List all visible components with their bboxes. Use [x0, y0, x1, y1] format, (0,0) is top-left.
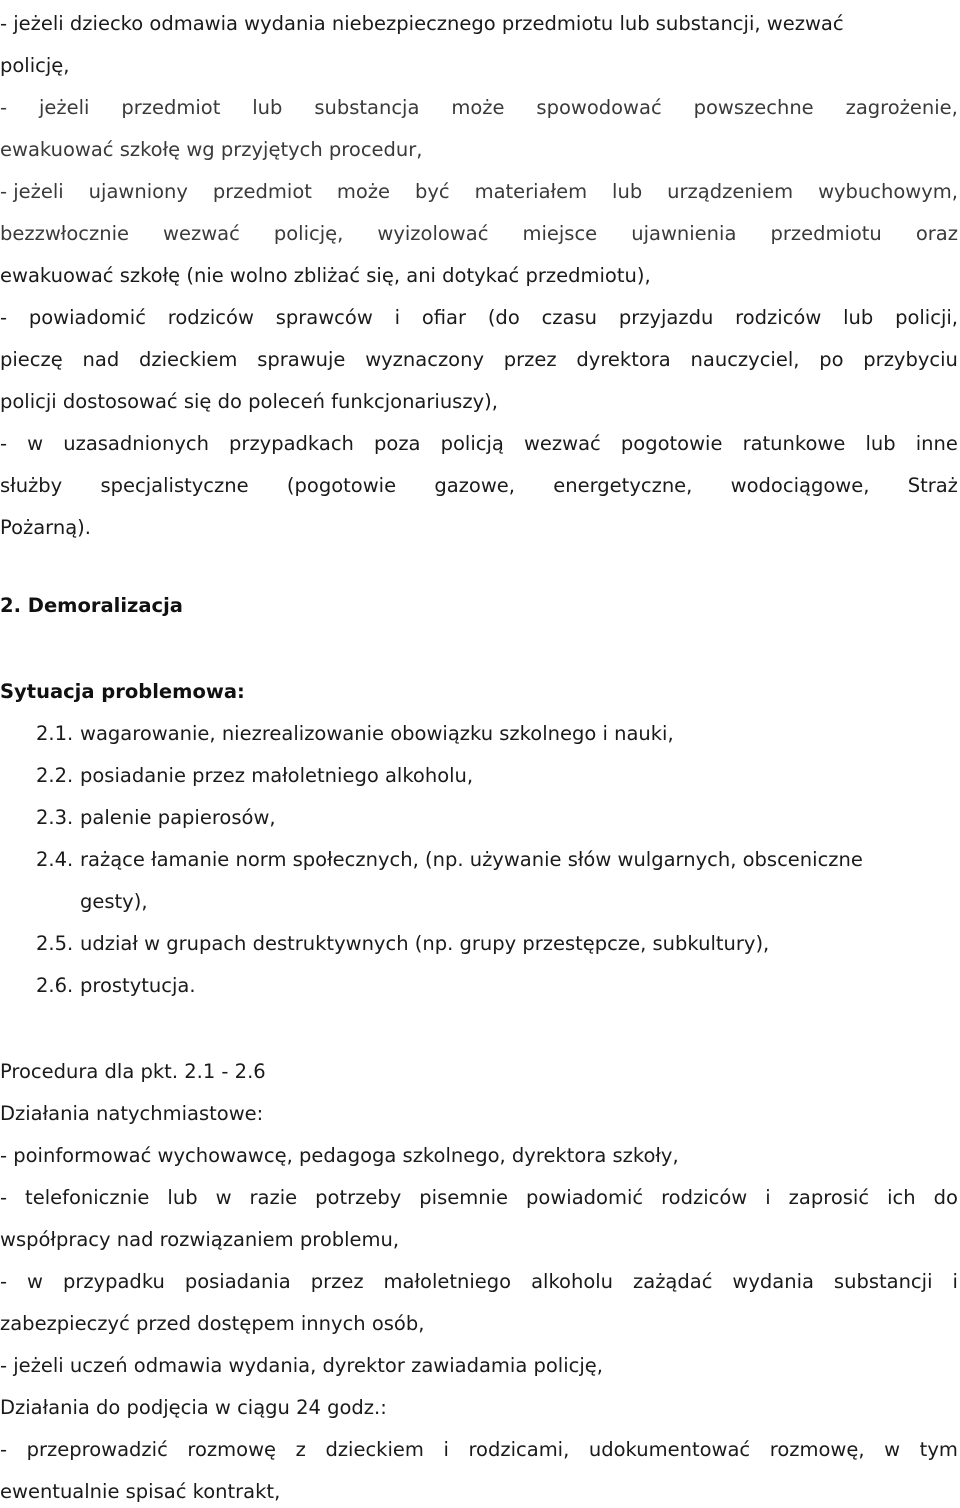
word: spowodować [536, 96, 662, 119]
word: razie [249, 1186, 298, 1209]
word: energetyczne, [553, 474, 693, 497]
word: - jeżeli [0, 180, 64, 203]
word: przyjazdu [618, 306, 714, 329]
list-item-text: palenie papierosów, [80, 806, 276, 829]
list-item [36, 930, 956, 958]
word: - [0, 306, 8, 329]
list-item-text: udział w grupach destruktywnych (np. grupy przestępcze, subkultury), [80, 932, 770, 955]
word: posiadania [184, 1270, 291, 1293]
text-line: Pożarną). [0, 516, 91, 539]
word: - [0, 96, 8, 119]
text-line [0, 1268, 960, 1296]
word: substancji [833, 1270, 933, 1293]
word: powszechne [693, 96, 814, 119]
word: i [765, 1186, 771, 1209]
text-line: - poinformować wychowawcę, pedagoga szkolnego, dyrektora szkoły, [0, 1144, 679, 1167]
word: w [215, 1186, 232, 1209]
word: dzieckiem [325, 1438, 424, 1461]
word: lub [843, 306, 874, 329]
word: służby [0, 474, 63, 497]
list-item [36, 804, 956, 832]
list-item-text: wagarowanie, niezrealizowanie obowiązku szkolnego i nauki, [80, 722, 674, 745]
text-line: ewakuować szkołę wg przyjętych procedur, [0, 138, 423, 161]
word: wyznaczony [365, 348, 485, 371]
word: - [0, 432, 8, 455]
list-item-number: 2.1. [36, 722, 74, 745]
word: do [933, 1186, 958, 1209]
word: przedmiotu [770, 222, 882, 245]
word: alkoholu [531, 1270, 614, 1293]
word: rozmowę, [769, 1438, 865, 1461]
word: oraz [915, 222, 958, 245]
word: tym [919, 1438, 958, 1461]
word: czasu [541, 306, 597, 329]
list-item-text: prostytucja. [80, 974, 196, 997]
word: pogotowie [620, 432, 723, 455]
word: lub [865, 432, 896, 455]
word: ratunkowe [742, 432, 846, 455]
word: przez [503, 348, 557, 371]
word: rodzicami, [468, 1438, 570, 1461]
subheading: Sytuacja problemowa: [0, 680, 245, 703]
text-line: - jeżeli dziecko odmawia wydania niebezpiecznego przedmiotu lub substancji, wezwać [0, 12, 844, 35]
actions-24h-label: Działania do podjęcia w ciągu 24 godz.: [0, 1396, 387, 1419]
word: - [0, 1438, 8, 1461]
word: materiałem [474, 180, 588, 203]
word: inne [915, 432, 958, 455]
word: bezzwłocznie [0, 222, 129, 245]
word: specjalistyczne [100, 474, 249, 497]
word: potrzeby [315, 1186, 402, 1209]
word: pieczę [0, 348, 63, 371]
list-item-number: 2.6. [36, 974, 74, 997]
word: może [336, 180, 391, 203]
word: rodziców [735, 306, 822, 329]
word: policją [440, 432, 504, 455]
word: nauczyciel, [690, 348, 800, 371]
text-line: policję, [0, 54, 70, 77]
word: i [952, 1270, 958, 1293]
text-line [0, 178, 960, 206]
word: - [0, 1270, 8, 1293]
text-line: współpracy nad rozwiązaniem problemu, [0, 1228, 400, 1251]
text-line: zabezpieczyć przed dostępem innych osób, [0, 1312, 425, 1335]
justified-line [0, 346, 958, 374]
word: (do [487, 306, 520, 329]
list-item-text: posiadanie przez małoletniego alkoholu, [80, 764, 474, 787]
text-line [0, 472, 960, 500]
list-item [36, 846, 956, 874]
text-line: ewentualnie spisać kontrakt, [0, 1480, 281, 1503]
text-line [0, 304, 960, 332]
text-line: - jeżeli uczeń odmawia wydania, dyrektor zawiadamia policję, [0, 1354, 603, 1377]
word: poza [374, 432, 421, 455]
word: sprawców [275, 306, 373, 329]
word: policję, [273, 222, 344, 245]
word: lub [612, 180, 643, 203]
word: i [443, 1438, 449, 1461]
word: ich [887, 1186, 916, 1209]
word: jeżeli [38, 96, 90, 119]
word: sprawuje [257, 348, 346, 371]
list-item [36, 720, 956, 748]
word: po [819, 348, 844, 371]
word: być [414, 180, 450, 203]
word: w [884, 1438, 901, 1461]
text-line [0, 346, 960, 374]
word: telefonicznie [25, 1186, 150, 1209]
word: ujawnienia [631, 222, 737, 245]
list-item [36, 972, 956, 1000]
word: i [394, 306, 401, 329]
word: przypadku [62, 1270, 165, 1293]
word: zaprosić [788, 1186, 870, 1209]
word: Straż [907, 474, 958, 497]
procedure-title: Procedura dla pkt. 2.1 - 2.6 [0, 1060, 266, 1083]
word: rodziców [167, 306, 254, 329]
word: wybuchowym, [818, 180, 958, 203]
text-line [0, 1436, 960, 1464]
text-line: policji dostosować się do poleceń funkcjonariuszy), [0, 390, 498, 413]
word: rozmowę [187, 1438, 277, 1461]
list-item-number: 2.4. [36, 848, 74, 871]
list-item [36, 762, 956, 790]
text-line: ewakuować szkołę (nie wolno zbliżać się, ani dotykać przedmiotu), [0, 264, 651, 287]
word: przez [310, 1270, 364, 1293]
word: wyizolować [377, 222, 489, 245]
text-line [0, 94, 960, 122]
word: - [0, 1186, 8, 1209]
word: dyrektora [576, 348, 671, 371]
word: uzasadnionych [63, 432, 209, 455]
justified-line [0, 1184, 958, 1212]
word: udokumentować [588, 1438, 751, 1461]
word: małoletniego [383, 1270, 512, 1293]
word: policji, [895, 306, 958, 329]
word: nad [82, 348, 120, 371]
justified-line [0, 220, 958, 248]
text-line [0, 1184, 960, 1212]
list-item-number: 2.3. [36, 806, 74, 829]
word: urządzeniem [667, 180, 794, 203]
word: dzieckiem [138, 348, 238, 371]
word: wezwać [523, 432, 601, 455]
word: przypadkach [229, 432, 354, 455]
word: ujawniony [88, 180, 188, 203]
justified-line [0, 94, 958, 122]
word: zażądać [633, 1270, 713, 1293]
word: pisemnie [419, 1186, 509, 1209]
word: powiadomić [526, 1186, 644, 1209]
word: przeprowadzić [26, 1438, 168, 1461]
word: w [27, 1270, 43, 1293]
justified-line [0, 1268, 958, 1296]
word: gazowe, [434, 474, 515, 497]
justified-line [0, 430, 958, 458]
word: lub [252, 96, 283, 119]
word: z [295, 1438, 306, 1461]
justified-line [0, 1436, 958, 1464]
word: wydania [732, 1270, 814, 1293]
word: w [27, 432, 44, 455]
word: przybyciu [863, 348, 958, 371]
word: przedmiot [121, 96, 221, 119]
word: wodociągowe, [730, 474, 870, 497]
word: może [451, 96, 505, 119]
text-line [0, 430, 960, 458]
word: powiadomić [28, 306, 146, 329]
section-heading: 2. Demoralizacja [0, 594, 183, 617]
word: zagrożenie, [845, 96, 958, 119]
justified-line [0, 472, 958, 500]
word: wezwać [163, 222, 240, 245]
word: przedmiot [212, 180, 312, 203]
list-item-number: 2.2. [36, 764, 74, 787]
word: (pogotowie [286, 474, 397, 497]
word: rodziców [661, 1186, 748, 1209]
immediate-actions-label: Działania natychmiastowe: [0, 1102, 264, 1125]
list-item-text: rażące łamanie norm społecznych, (np. używanie słów wulgarnych, obsceniczne [80, 848, 863, 871]
list-item-continuation: gesty), [80, 890, 148, 913]
justified-line [0, 178, 958, 206]
word: substancja [314, 96, 420, 119]
word: ofiar [421, 306, 467, 329]
word: lub [167, 1186, 198, 1209]
text-line [0, 220, 960, 248]
justified-line [0, 304, 958, 332]
list-item-number: 2.5. [36, 932, 74, 955]
word: miejsce [522, 222, 598, 245]
